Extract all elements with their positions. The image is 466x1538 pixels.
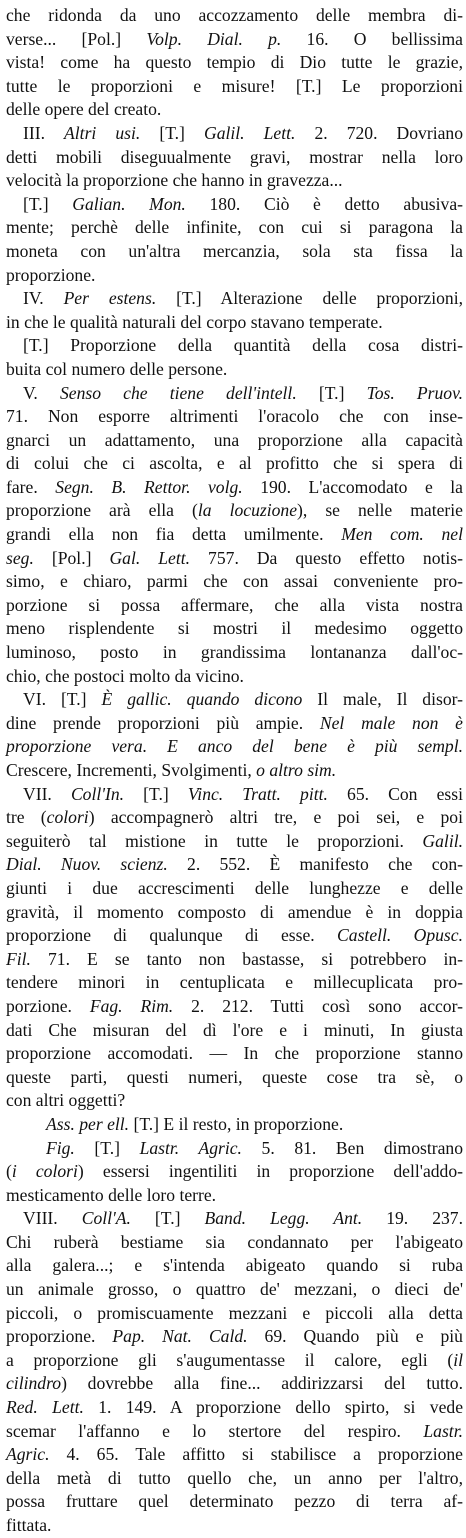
- text-line: di colui che ci ascolta, e al profitto che si spera di: [6, 453, 463, 474]
- text-line: vista! come ha questo tempio di Dio tutte le grazie,: [6, 52, 463, 73]
- text-line: Agric. 4. 65. Tale affitto si stabilisce a proporzione: [6, 1444, 463, 1465]
- text-line: 71. Non esporre altrimenti l'oracolo che con inse-: [6, 406, 463, 427]
- text-line: Dial. Nuov. scienz. 2. 552. È manifesto che con-: [6, 854, 463, 875]
- text-line: Ass. per ell. [T.] E il resto, in proporzione.: [46, 1113, 344, 1134]
- text-line: gnarci un adattamento, una proporzione alla capacità: [6, 429, 463, 450]
- text-line: [T.] Galian. Mon. 180. Ciò è detto abusiva-: [23, 193, 463, 214]
- text-line: seg. [Pol.] Gal. Lett. 757. Da questo effetto notis-: [6, 547, 463, 568]
- text-line: moneta con un'altra mercanzia, sola sta fissa la: [6, 240, 463, 261]
- text-line: mesticamento delle loro terre.: [6, 1184, 217, 1205]
- text-line: che ridonda da uno accozzamento delle membra di-: [6, 5, 463, 25]
- text-line: proporzione. Pap. Nat. Cald. 69. Quando più e più: [6, 1326, 463, 1347]
- text-line: dati Che misuran del dì l'ore e i minuti, In giusta: [6, 1019, 463, 1040]
- text-line: delle opere del creato.: [6, 99, 162, 120]
- text-line: fittata.: [6, 1515, 52, 1535]
- text-line: Chi ruberà bestiame sia condannato per l'abigeato: [6, 1231, 463, 1252]
- text-line: (i colori) essersi ingentiliti in proporzione dell'addo-: [6, 1161, 463, 1182]
- text-line: verse... [Pol.] Volp. Dial. p. 16. O bellissima: [6, 28, 463, 49]
- text-line: gravità, il momento composto di amendue è in doppia: [6, 901, 463, 922]
- text-line: VI. [T.] È gallic. quando dicono Il male, Il disor-: [23, 689, 464, 710]
- text-line: IV. Per estens. [T.] Alterazione delle proporzioni,: [23, 288, 463, 309]
- text-line: tutte le proporzioni e misure! [T.] Le proporzioni: [6, 75, 463, 96]
- text-line: VII. Coll'In. [T.] Vinc. Tratt. pitt. 65. Con essi: [23, 783, 463, 804]
- text-line: proporzione accomodati. — In che proporzione stanno: [6, 1043, 463, 1064]
- text-line: V. Senso che tiene dell'intell. [T.] Tos. Pruov.: [23, 382, 463, 403]
- text-line: VIII. Coll'A. [T.] Band. Legg. Ant. 19. 237.: [23, 1208, 463, 1229]
- text-line: alla galera...; e s'intenda abigeato quando si ruba: [6, 1255, 463, 1276]
- text-line: un animale grosso, o quattro de' mezzani, o dieci de': [6, 1279, 463, 1300]
- text-line: Crescere, Incrementi, Svolgimenti, o altro sim.: [6, 760, 337, 780]
- text-line: a proporzione gli s'augumentasse il calore, egli (il: [6, 1349, 463, 1370]
- text-line: dine prende proporzioni più ampie. Nel male non è: [6, 712, 463, 733]
- text-line: possa fruttare quel determinato pezzo di terra af-: [6, 1491, 463, 1512]
- text-line: grandi ella non fia detta umilmente. Men com. nel: [6, 524, 464, 545]
- text-line: luminoso, posto in grandissima lontananza dall'oc-: [6, 642, 463, 663]
- text-line: simo, e chiaro, parmi che con assai conveniente pro-: [6, 571, 463, 592]
- text-line: porzione si possa affermare, che alla vista nostra: [6, 594, 463, 615]
- text-line: Fig. [T.] Lastr. Agric. 5. 81. Ben dimostrano: [46, 1137, 463, 1158]
- text-line: con altri oggetti?: [6, 1090, 126, 1111]
- text-line: III. Altri usi. [T.] Galil. Lett. 2. 720. Dovriano: [23, 122, 464, 143]
- text-line: proporzione.: [6, 264, 96, 285]
- text-line: fare. Segn. B. Rettor. volg. 190. L'accomodato e la: [6, 476, 463, 497]
- text-line: porzione. Fag. Rim. 2. 212. Tutti così sono accor-: [6, 995, 463, 1016]
- text-line: buita col numero delle persone.: [6, 358, 228, 379]
- text-line: giunti i due accrescimenti delle lunghezze e delle: [6, 877, 463, 898]
- text-line: scemar l'affanno e lo stertore del respiro. Lastr.: [6, 1420, 463, 1441]
- text-line: seguiterò tal mistione in tutte le proporzioni. Galil.: [6, 830, 463, 851]
- text-line: della metà di tutto quello che, un anno per l'altro,: [6, 1467, 463, 1488]
- text-line: tendere minori in centuplicata e millecuplicata pro-: [6, 972, 463, 993]
- text-line: chio, che postoci molto da vicino.: [6, 665, 244, 686]
- text-line: [T.] Proporzione della quantità della cosa distri-: [23, 335, 463, 356]
- text-line: proporzione vera. E anco del bene è più sempl.: [6, 736, 463, 757]
- text-line: tre (colori) accompagnerò altri tre, e poi sei, e poi: [6, 807, 463, 828]
- text-line: Fil. 71. E se tanto non bastasse, si potrebbero in-: [6, 948, 463, 969]
- text-line: mente; perchè delle infinite, con cui si paragona la: [6, 217, 463, 238]
- text-line: meno risplendente si mostri il medesimo oggetto: [6, 618, 463, 639]
- text-line: Red. Lett. 1. 149. A proporzione dello spirto, si vede: [6, 1397, 463, 1418]
- text-line: cilindro) dovrebbe alla fine... addirizzarsi del tutto.: [6, 1373, 463, 1394]
- text-line: piccoli, o promiscuamente mezzani e piccoli alla detta: [6, 1302, 463, 1323]
- text-line: queste parti, questi numeri, queste cose tra sè, o: [6, 1066, 463, 1087]
- text-line: velocità la proporzione che hanno in gravezza...: [6, 170, 343, 191]
- text-line: detti mobili diseguualmente gravi, mostrar nella loro: [6, 146, 463, 167]
- text-line: proporzione di qualunque di esse. Castell. Opusc.: [6, 925, 463, 946]
- text-line: proporzione arà ella (la locuzione), se nelle materie: [6, 500, 463, 521]
- text-line: in che le qualità naturali del corpo stavano temperate.: [6, 311, 383, 332]
